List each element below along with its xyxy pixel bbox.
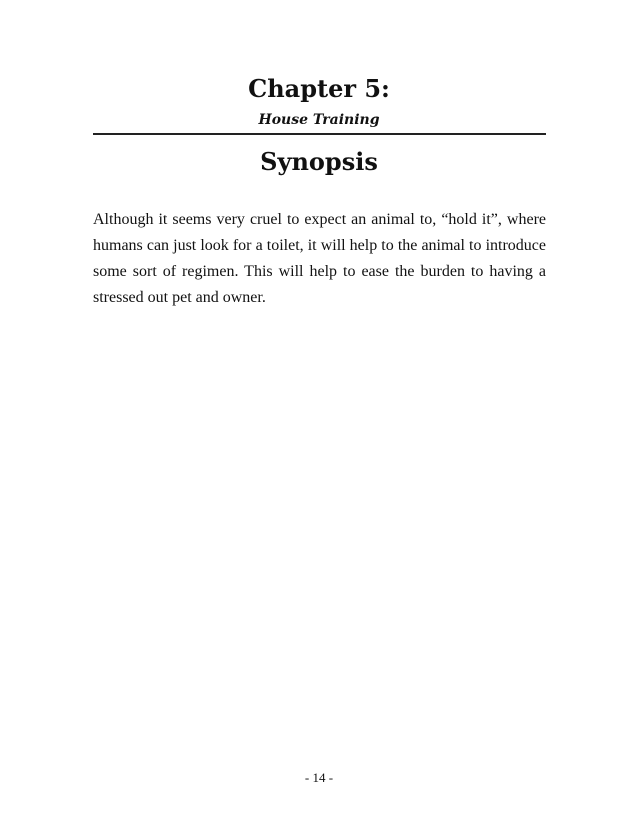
section-title: Synopsis [260,147,378,176]
chapter-subtitle: House Training [258,112,380,128]
synopsis-paragraph: Although it seems very cruel to expect an animal to, “hold it”, where humans can just look for a toilet, it will help to the animal to introduce some sort of regimen. This will help to ease the burden to having a stressed out pet and owner. [93,211,546,306]
chapter-title: Chapter 5: [248,74,390,103]
page-number: - 14 - [304,770,334,785]
title-divider [93,133,546,135]
